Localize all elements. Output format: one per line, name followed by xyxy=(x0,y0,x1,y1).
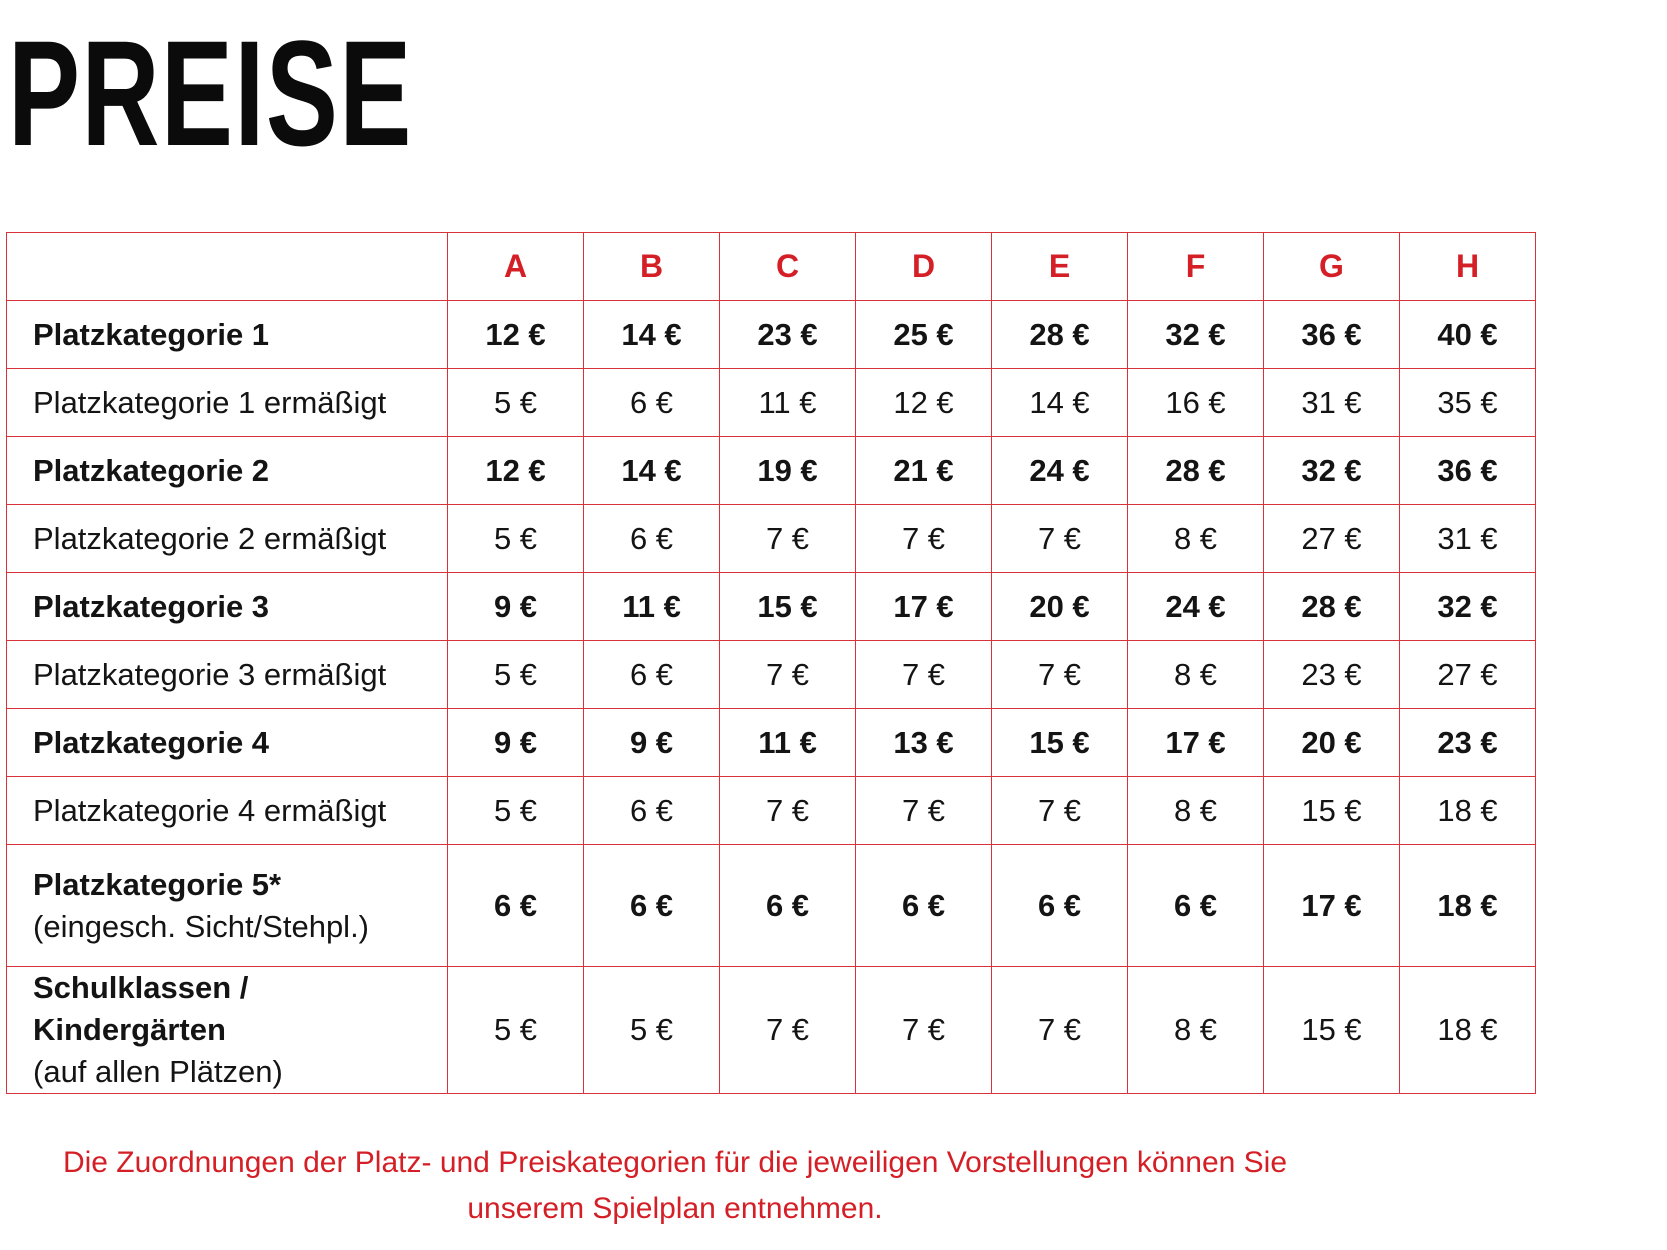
row-label: Platzkategorie 2 ermäßigt xyxy=(33,520,387,556)
price-cell: 36 € xyxy=(1264,301,1400,369)
price-cell: 32 € xyxy=(1400,573,1536,641)
price-cell: 7 € xyxy=(720,967,856,1094)
price-cell: 7 € xyxy=(720,777,856,845)
price-cell: 32 € xyxy=(1128,301,1264,369)
table-row xyxy=(7,845,1536,967)
table-row xyxy=(7,301,1536,369)
price-cell: 23 € xyxy=(720,301,856,369)
row-label-cell xyxy=(7,369,448,437)
table-row xyxy=(7,505,1536,573)
table-row xyxy=(7,777,1536,845)
column-header: C xyxy=(720,233,856,301)
table-header-row xyxy=(7,233,1536,301)
price-cell: 12 € xyxy=(856,369,992,437)
price-cell: 32 € xyxy=(1264,437,1400,505)
price-cell: 5 € xyxy=(448,967,584,1094)
price-cell: 28 € xyxy=(992,301,1128,369)
price-cell: 5 € xyxy=(448,369,584,437)
table-row xyxy=(7,437,1536,505)
price-cell: 15 € xyxy=(992,709,1128,777)
price-cell: 20 € xyxy=(992,573,1128,641)
price-cell: 40 € xyxy=(1400,301,1536,369)
price-cell: 7 € xyxy=(992,641,1128,709)
price-cell: 18 € xyxy=(1400,967,1536,1094)
row-label: Platzkategorie 4 xyxy=(33,724,270,760)
price-cell: 9 € xyxy=(448,709,584,777)
table-row xyxy=(7,709,1536,777)
price-cell: 14 € xyxy=(584,437,720,505)
price-cell: 6 € xyxy=(584,845,720,967)
price-cell: 7 € xyxy=(992,505,1128,573)
price-cell: 7 € xyxy=(720,641,856,709)
row-label: Platzkategorie 1 xyxy=(33,316,270,352)
price-cell: 24 € xyxy=(1128,573,1264,641)
price-cell: 6 € xyxy=(584,369,720,437)
row-label-cell xyxy=(7,301,448,369)
price-cell: 7 € xyxy=(856,641,992,709)
price-cell: 6 € xyxy=(720,845,856,967)
price-cell: 12 € xyxy=(448,437,584,505)
row-label: Platzkategorie 5* xyxy=(33,866,282,902)
price-cell: 7 € xyxy=(856,967,992,1094)
price-cell: 15 € xyxy=(1264,967,1400,1094)
column-header: A xyxy=(448,233,584,301)
row-label-cell xyxy=(7,505,448,573)
price-cell: 6 € xyxy=(992,845,1128,967)
price-cell: 5 € xyxy=(448,641,584,709)
row-label: Platzkategorie 3 xyxy=(33,588,270,624)
price-cell: 12 € xyxy=(448,301,584,369)
table-row xyxy=(7,967,1536,1094)
column-header: F xyxy=(1128,233,1264,301)
table-row xyxy=(7,369,1536,437)
price-cell: 5 € xyxy=(448,505,584,573)
column-header: D xyxy=(856,233,992,301)
row-sublabel: (auf allen Plätzen) xyxy=(33,1054,283,1089)
price-cell: 27 € xyxy=(1264,505,1400,573)
price-cell: 6 € xyxy=(1128,845,1264,967)
column-header: E xyxy=(992,233,1128,301)
price-cell: 8 € xyxy=(1128,505,1264,573)
row-label-cell xyxy=(7,967,448,1094)
price-cell: 9 € xyxy=(584,709,720,777)
row-label-cell xyxy=(7,709,448,777)
price-cell: 6 € xyxy=(584,777,720,845)
row-label: Platzkategorie 3 ermäßigt xyxy=(33,656,387,692)
price-cell: 25 € xyxy=(856,301,992,369)
price-cell: 23 € xyxy=(1400,709,1536,777)
price-cell: 8 € xyxy=(1128,777,1264,845)
column-header: B xyxy=(584,233,720,301)
price-cell: 21 € xyxy=(856,437,992,505)
price-cell: 11 € xyxy=(584,573,720,641)
price-cell: 36 € xyxy=(1400,437,1536,505)
price-cell: 24 € xyxy=(992,437,1128,505)
price-cell: 18 € xyxy=(1400,777,1536,845)
price-cell: 17 € xyxy=(1128,709,1264,777)
price-cell: 17 € xyxy=(856,573,992,641)
price-cell: 35 € xyxy=(1400,369,1536,437)
price-cell: 28 € xyxy=(1264,573,1400,641)
row-label-cell xyxy=(7,573,448,641)
row-label: Platzkategorie 4 ermäßigt xyxy=(33,792,387,828)
price-cell: 14 € xyxy=(992,369,1128,437)
price-cell: 11 € xyxy=(720,369,856,437)
row-label-cell xyxy=(7,437,448,505)
price-cell: 14 € xyxy=(584,301,720,369)
table-corner-cell xyxy=(7,233,448,301)
price-cell: 7 € xyxy=(856,505,992,573)
price-cell: 7 € xyxy=(992,777,1128,845)
price-cell: 7 € xyxy=(992,967,1128,1094)
price-cell: 13 € xyxy=(856,709,992,777)
column-header: H xyxy=(1400,233,1536,301)
footnote: Die Zuordnungen der Platz- und Preiskategorien für die jeweiligen Vorstellungen können Sie unserem Spielplan entnehmen. xyxy=(62,1146,1288,1225)
row-sublabel: (eingesch. Sicht/Stehpl.) xyxy=(33,908,370,944)
price-cell: 8 € xyxy=(1128,967,1264,1094)
price-cell: 11 € xyxy=(720,709,856,777)
row-label: Platzkategorie 2 xyxy=(33,452,270,488)
price-cell: 7 € xyxy=(856,777,992,845)
price-cell: 31 € xyxy=(1400,505,1536,573)
price-cell: 16 € xyxy=(1128,369,1264,437)
row-label: Schulklassen / Kindergärten xyxy=(33,970,249,1047)
table-body xyxy=(7,301,1536,1094)
price-cell: 6 € xyxy=(856,845,992,967)
price-cell: 23 € xyxy=(1264,641,1400,709)
price-cell: 15 € xyxy=(720,573,856,641)
table-row xyxy=(7,641,1536,709)
price-cell: 7 € xyxy=(720,505,856,573)
row-label-cell xyxy=(7,777,448,845)
page-title: PREISE xyxy=(8,9,413,177)
price-cell: 19 € xyxy=(720,437,856,505)
price-cell: 18 € xyxy=(1400,845,1536,967)
row-label-cell xyxy=(7,845,448,967)
price-cell: 6 € xyxy=(584,505,720,573)
price-cell: 5 € xyxy=(448,777,584,845)
price-cell: 17 € xyxy=(1264,845,1400,967)
price-cell: 31 € xyxy=(1264,369,1400,437)
price-cell: 9 € xyxy=(448,573,584,641)
price-cell: 6 € xyxy=(448,845,584,967)
price-cell: 20 € xyxy=(1264,709,1400,777)
price-cell: 28 € xyxy=(1128,437,1264,505)
price-cell: 8 € xyxy=(1128,641,1264,709)
table-row xyxy=(7,573,1536,641)
price-cell: 27 € xyxy=(1400,641,1536,709)
row-label: Platzkategorie 1 ermäßigt xyxy=(33,384,387,420)
column-header: G xyxy=(1264,233,1400,301)
price-table xyxy=(6,232,1536,1094)
price-cell: 5 € xyxy=(584,967,720,1094)
price-cell: 6 € xyxy=(584,641,720,709)
price-cell: 15 € xyxy=(1264,777,1400,845)
row-label-cell xyxy=(7,641,448,709)
